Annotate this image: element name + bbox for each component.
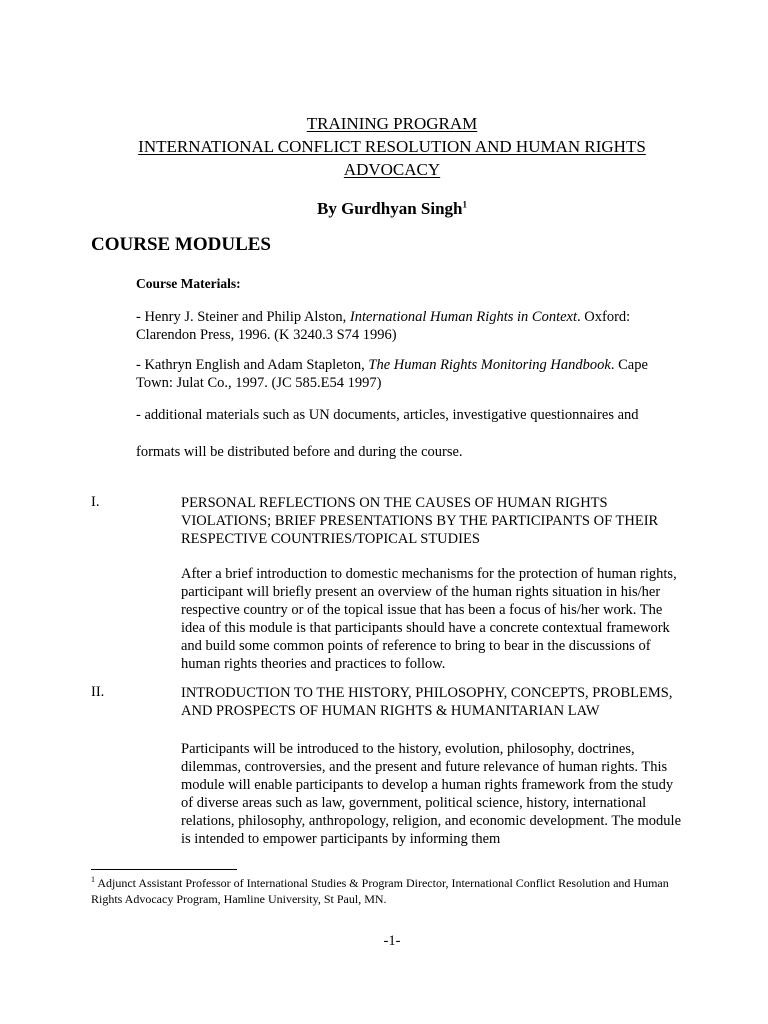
additional-materials-line-1: - additional materials such as UN documents, articles, investigative questionnaires and [136, 407, 639, 423]
page-number: -1- [383, 933, 401, 949]
footnote-marker: 1 [91, 875, 95, 884]
additional-materials-line-2: formats will be distributed before and during the course. [136, 444, 463, 460]
reference-1-title: International Human Rights in Context [349, 309, 578, 325]
author-name: By Gurdhyan Singh [316, 199, 463, 218]
footnote [91, 875, 691, 907]
course-materials-heading: Course Materials: [136, 276, 241, 291]
title-line-1: TRAINING PROGRAM [306, 114, 478, 133]
module-2-number: II. [91, 684, 105, 700]
module-1-heading: PERSONAL REFLECTIONS ON THE CAUSES OF HUMAN RIGHTS VIOLATIONS; BRIEF PRESENTATIONS BY THE PARTICIPANTS OF THEIR RESPECTIVE COUNTRIES/TOPICAL STUDIES [181, 495, 659, 547]
reference-2-authors: - Kathryn English and Adam Stapleton, [136, 357, 369, 373]
footnote-text: Adjunct Assistant Professor of International Studies & Program Director, International Conflict Resolution and Human Rights Advocacy Program, Hamline University, St Paul, MN. [91, 876, 669, 906]
reference-2-details: . Cape Town: Julat Co., 1997. (JC 585.E54 1997) [136, 357, 648, 391]
title-line-3: ADVOCACY [343, 160, 441, 179]
document-title [0, 112, 768, 181]
module-1-body: After a brief introduction to domestic mechanisms for the protection of human rights, participant will briefly present an overview of the human rights situation in his/her respective country or of the topical issue that has been a focus of his/her work. The idea of this module is that participants should have a concrete contextual framework and build some common points of reference to bring to bear in the discussions of human rights theories and practices to follow. [181, 566, 677, 672]
reference-1-details: . Oxford: Clarendon Press, 1996. (K 3240.3 S74 1996) [136, 309, 631, 343]
byline-footnote-marker: 1 [462, 199, 467, 210]
section-heading: COURSE MODULES [91, 234, 271, 255]
reference-2 [136, 356, 676, 392]
module-2-body: Participants will be introduced to the history, evolution, philosophy, doctrines, dilemmas, controversies, and the present and future relevance of human rights. This module will enable participants to develop a human rights framework from the study of diverse areas such as law, government, political science, history, international relations, philosophy, anthropology, religion, and economic development. The module is intended to empower participants by informing them [181, 741, 682, 847]
footnote-divider [91, 869, 237, 870]
reference-2-title: The Human Rights Monitoring Handbook [368, 357, 611, 373]
module-1-number: I. [91, 494, 100, 510]
reference-1 [136, 308, 676, 344]
reference-1-authors: - Henry J. Steiner and Philip Alston, [136, 309, 350, 325]
module-2-heading: INTRODUCTION TO THE HISTORY, PHILOSOPHY, CONCEPTS, PROBLEMS, AND PROSPECTS OF HUMAN RIGHTS & HUMANITARIAN LAW [181, 685, 673, 719]
author-byline [0, 199, 768, 219]
title-line-2: INTERNATIONAL CONFLICT RESOLUTION AND HUMAN RIGHTS [138, 137, 646, 156]
